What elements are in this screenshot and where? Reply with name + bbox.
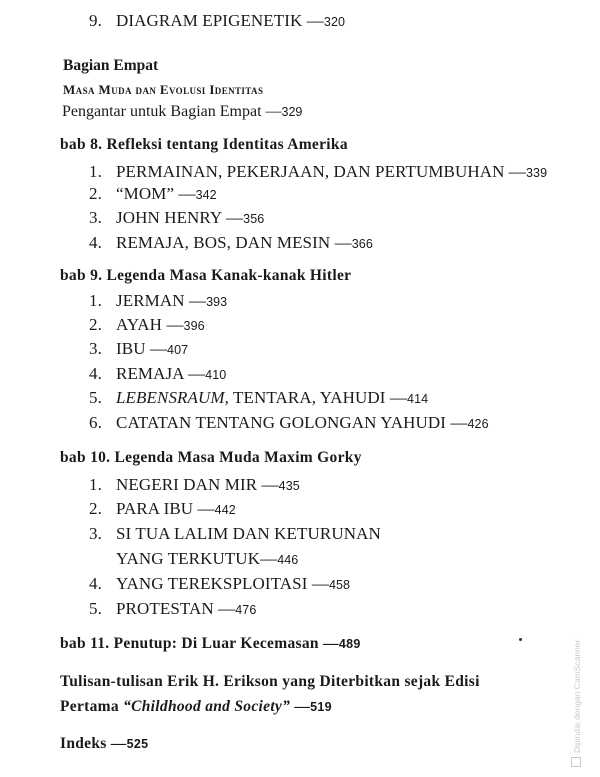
toc-entry: 4. REMAJA —410 [89, 364, 227, 383]
toc-entry: 5. LEBENSRAUM, TENTARA, YAHUDI —414 [89, 388, 429, 407]
toc-entry: 1. NEGERI DAN MIR —435 [89, 475, 300, 494]
entry-number: 9. [89, 11, 102, 30]
toc-entry: 2. “MOM” —342 [89, 184, 217, 203]
toc-entry: 4. REMAJA, BOS, DAN MESIN —366 [89, 233, 373, 252]
index-entry: Indeks —525 [60, 735, 149, 752]
toc-entry: 2. PARA IBU —442 [89, 499, 236, 518]
camscanner-logo-icon [571, 757, 581, 767]
toc-entry: 5. PROTESTAN —476 [89, 599, 257, 618]
toc-entry: 2. AYAH —396 [89, 315, 205, 334]
toc-entry: 9. DIAGRAM EPIGENETIK —320 [89, 11, 346, 30]
toc-entry-continuation: YANG TERKUTUK—446 [116, 549, 299, 568]
chapter-9-title: bab 9. Legenda Masa Kanak-kanak Hitler [60, 267, 352, 284]
writings-line-2: Pertama “Childhood and Society” —519 [60, 698, 332, 715]
chapter-11-title: bab 11. Penutup: Di Luar Kecemasan —489 [60, 635, 361, 652]
part-heading: Bagian Empat [63, 57, 159, 74]
toc-entry: 4. YANG TEREKSPLOITASI —458 [89, 574, 351, 593]
entry-page: 320 [323, 15, 346, 29]
toc-entry: 3. SI TUA LALIM DAN KETURUNAN [89, 524, 381, 543]
entry-page: 329 [281, 105, 303, 119]
writings-line-1: Tulisan-tulisan Erik H. Erikson yang Diterbitkan sejak Edisi [60, 673, 480, 690]
toc-entry: 1. PERMAINAN, PEKERJAAN, DAN PERTUMBUHAN —339 [89, 162, 548, 181]
part-subtitle: Masa Muda dan Evolusi Identitas [63, 82, 264, 97]
part-intro: Pengantar untuk Bagian Empat —329 [62, 103, 303, 120]
toc-entry: 3. IBU —407 [89, 339, 189, 358]
scanner-watermark: Dipindai dengan CamScanner [571, 640, 582, 767]
speck [519, 638, 522, 641]
entry-title: DIAGRAM EPIGENETIK [116, 11, 303, 30]
toc-entry: 6. CATATAN TENTANG GOLONGAN YAHUDI —426 [89, 413, 489, 432]
chapter-10-title: bab 10. Legenda Masa Muda Maxim Gorky [60, 449, 362, 466]
toc-entry: 3. JOHN HENRY —356 [89, 208, 265, 227]
toc-entry: 1. JERMAN —393 [89, 291, 228, 310]
chapter-8-title: bab 8. Refleksi tentang Identitas Amerika [60, 136, 348, 153]
